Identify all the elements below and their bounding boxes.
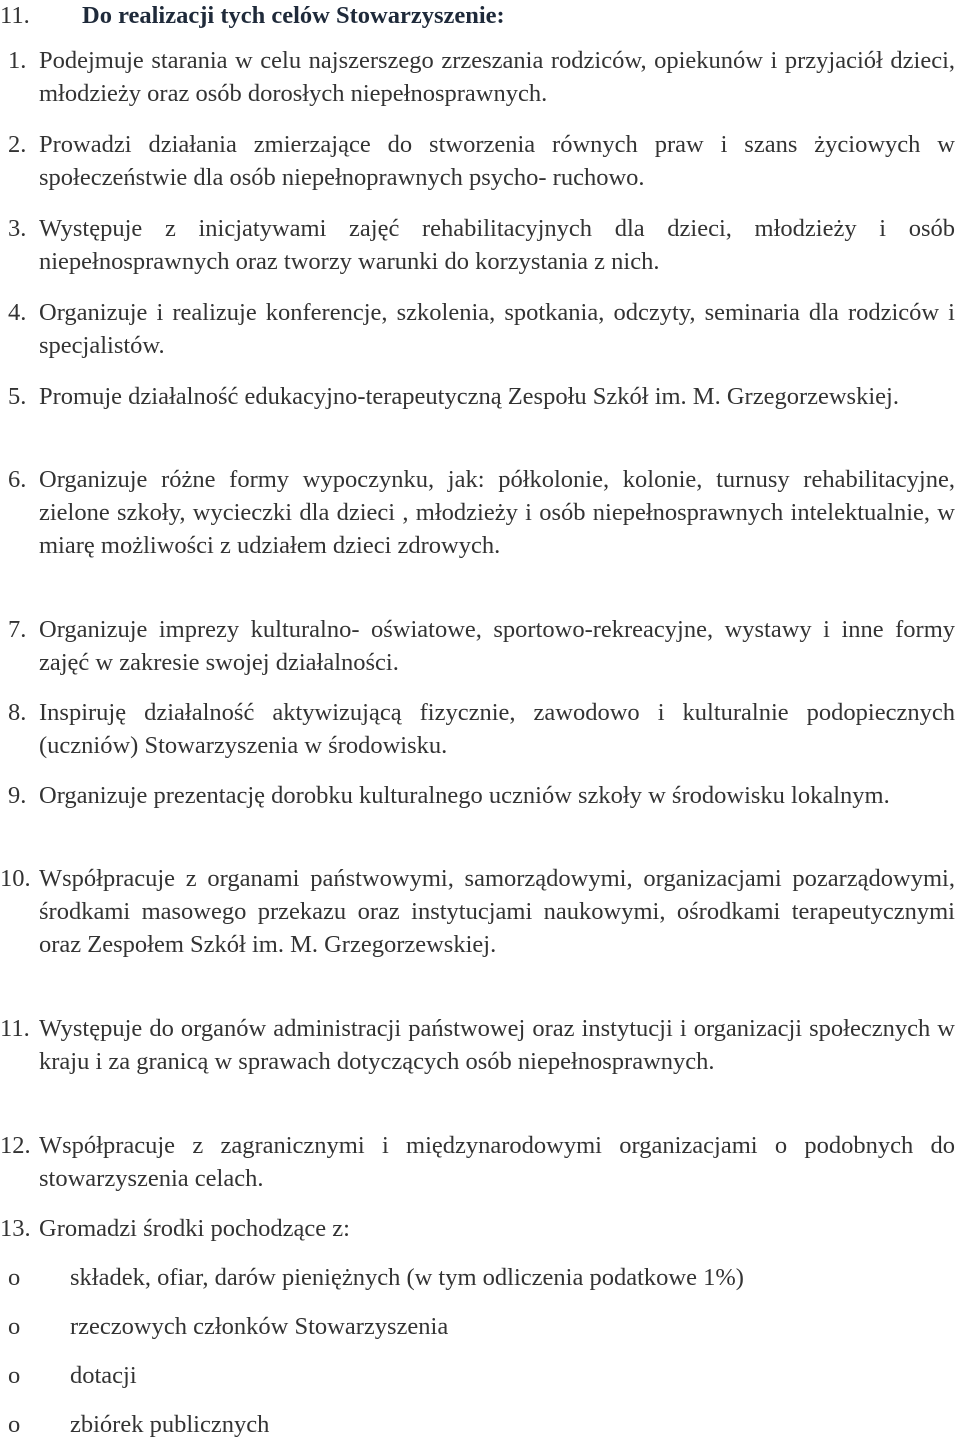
list-item [0, 1212, 955, 1245]
sub-item-text: zbiórek publicznych [70, 1411, 270, 1438]
item-text: Promuje działalność edukacyjno-terapeutyczną Zespołu Szkół im. M. Grzegorzewskiej. [39, 383, 899, 410]
list-item [8, 779, 955, 812]
list-item [8, 128, 955, 194]
item-text: Organizuje prezentację dorobku kulturalnego uczniów szkoły w środowisku lokalnym. [39, 782, 890, 809]
item-number: 12. [0, 1132, 31, 1159]
list-item [8, 696, 955, 762]
item-text: Gromadzi środki pochodzące z: [39, 1215, 350, 1242]
item-number: 6. [8, 466, 27, 493]
item-text: Organizuje różne formy wypoczynku, jak: półkolonie, kolonie, turnusy rehabilitacyjne, zielone szkoły, wycieczki dla dzieci , młodzieży i osób niepełnosprawnych intelektualnie, w miarę możliwości z udziałem dzieci zdrowych. [39, 466, 955, 559]
section-heading [0, 0, 505, 32]
item-text: Organizuje imprezy kulturalno- oświatowe, sportowo-rekreacyjne, wystawy i inne formy zajęć w zakresie swojej działalności. [39, 616, 955, 676]
section-title: Do realizacji tych celów Stowarzyszenie: [82, 2, 505, 29]
sub-list-item [8, 1409, 269, 1441]
list-item [0, 1012, 955, 1078]
item-text: Występuje z inicjatywami zajęć rehabilitacyjnych dla dzieci, młodzieży i osób niepełnosprawnych oraz tworzy warunki do korzystania z nich. [39, 215, 955, 275]
section-number: 11. [0, 2, 30, 29]
item-number: 7. [8, 616, 27, 643]
item-number: 13. [0, 1215, 31, 1242]
sub-list-item [8, 1311, 448, 1343]
bullet-marker: o [8, 1264, 21, 1291]
item-text: Inspiruję działalność aktywizującą fizycznie, zawodowo i kulturalnie podopiecznych (uczniów) Stowarzyszenia w środowisku. [39, 699, 955, 759]
item-text: Współpracuje z organami państwowymi, samorządowymi, organizacjami pozarządowymi, środkami masowego przekazu oraz instytucjami naukowymi, ośrodkami terapeutycznymi oraz Zespołem Szkół im. M. Grzegorzewskiej. [39, 865, 955, 958]
list-item [8, 296, 955, 362]
item-text: Współpracuje z zagranicznymi i międzynarodowymi organizacjami o podobnych do stowarzyszenia celach. [39, 1132, 955, 1192]
item-text: Organizuje i realizuje konferencje, szkolenia, spotkania, odczyty, seminaria dla rodziców i specjalistów. [39, 299, 955, 359]
item-number: 9. [8, 782, 27, 809]
sub-item-text: rzeczowych członków Stowarzyszenia [70, 1313, 449, 1340]
list-item [8, 380, 955, 413]
sub-item-text: składek, ofiar, darów pieniężnych (w tym odliczenia podatkowe 1%) [70, 1264, 744, 1291]
item-number: 5. [8, 383, 27, 410]
sub-item-text: dotacji [70, 1362, 137, 1389]
list-item [8, 463, 955, 562]
item-text: Występuje do organów administracji państwowej oraz instytucji i organizacji społecznych w kraju i za granicą w sprawach dotyczących osób niepełnosprawnych. [39, 1015, 955, 1075]
list-item [0, 862, 955, 961]
item-number: 4. [8, 299, 27, 326]
sub-list-item [8, 1262, 744, 1294]
item-number: 1. [8, 47, 27, 74]
item-number: 2. [8, 131, 27, 158]
item-number: 10. [0, 865, 31, 892]
bullet-marker: o [8, 1362, 21, 1389]
list-item [0, 1129, 955, 1195]
item-number: 8. [8, 699, 27, 726]
bullet-marker: o [8, 1411, 21, 1438]
item-text: Podejmuje starania w celu najszerszego zrzeszania rodziców, opiekunów i przyjaciół dzieci, młodzieży oraz osób dorosłych niepełnosprawnych. [39, 47, 955, 107]
sub-list-item [8, 1360, 137, 1392]
list-item [8, 613, 955, 679]
item-text: Prowadzi działania zmierzające do stworzenia równych praw i szans życiowych w społeczeństwie dla osób niepełnoprawnych psycho- ruchowo. [39, 131, 955, 191]
item-number: 11. [0, 1015, 30, 1042]
bullet-marker: o [8, 1313, 21, 1340]
item-number: 3. [8, 215, 27, 242]
list-item [8, 212, 955, 278]
list-item [8, 44, 955, 110]
